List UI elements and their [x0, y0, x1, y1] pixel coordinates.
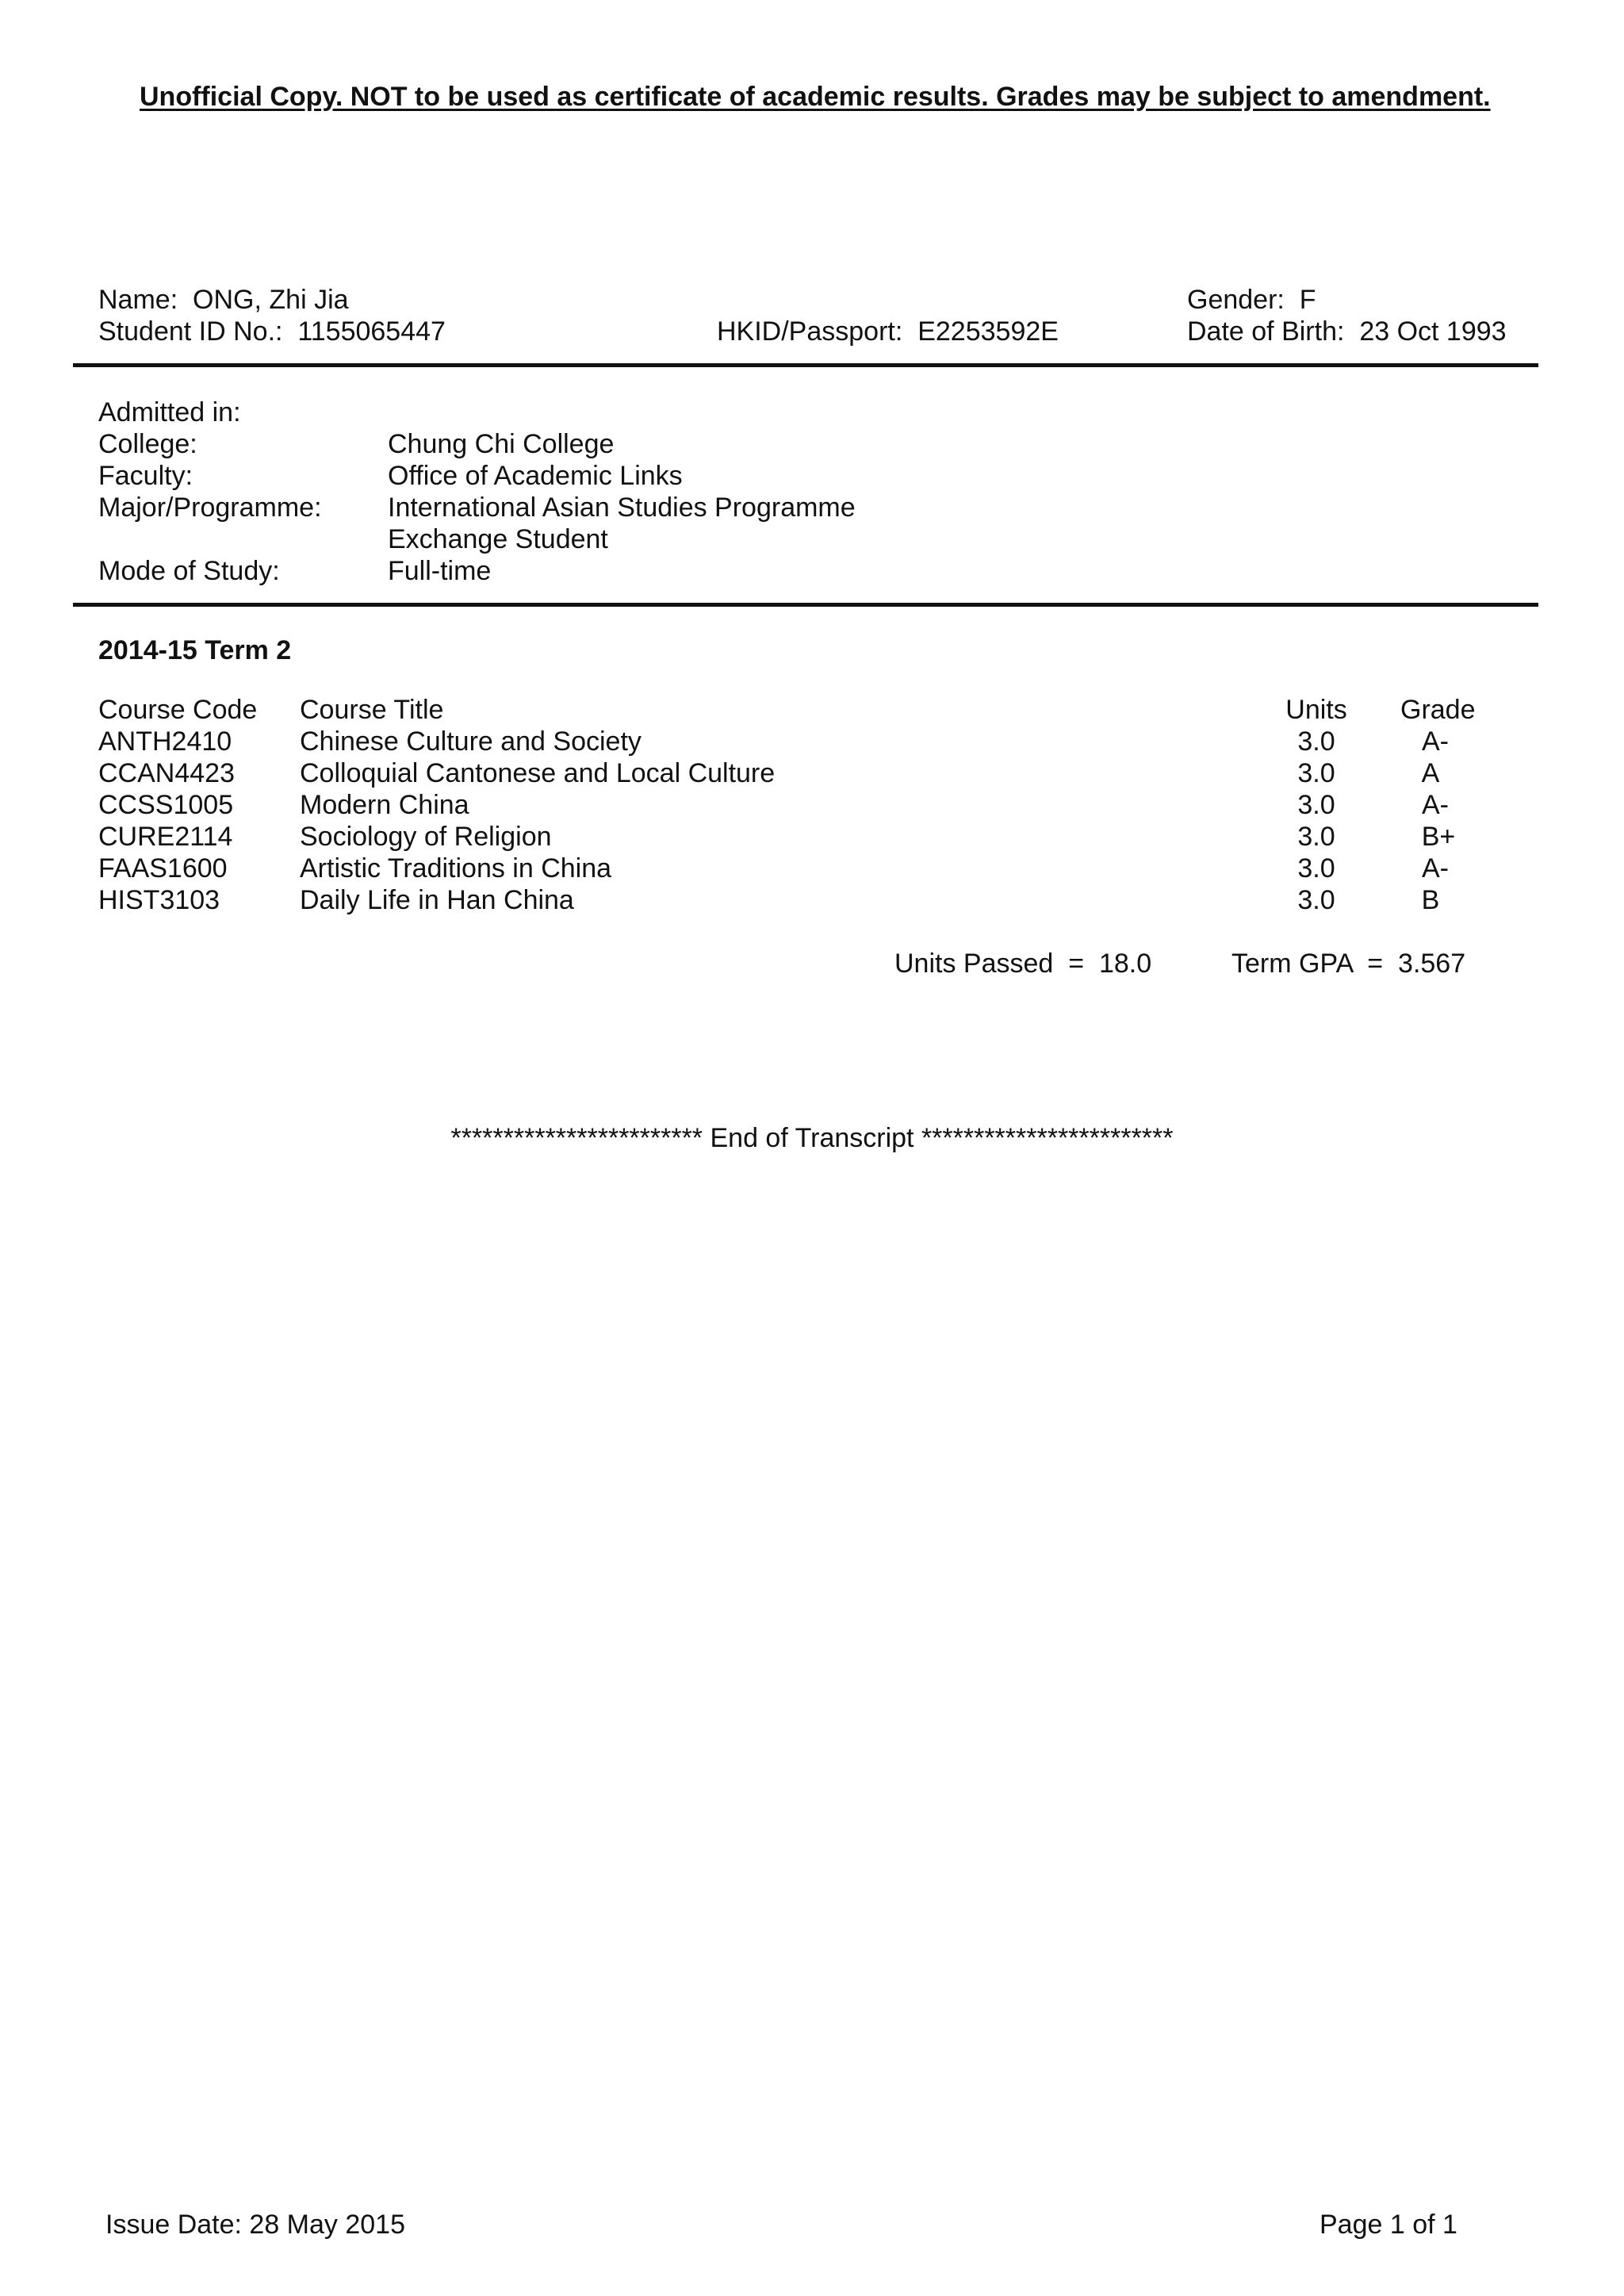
course-grade: A [1421, 758, 1440, 788]
major-value: International Asian Studies Programme [388, 493, 856, 523]
student-id-value: 1155065447 [297, 316, 446, 347]
term-gpa: Term GPA = 3.567 [1231, 949, 1466, 979]
page-number: Page 1 of 1 [1320, 2210, 1457, 2240]
student-id-field [98, 316, 446, 347]
course-code: CCAN4423 [98, 758, 235, 788]
course-table-header [0, 694, 1624, 726]
gender-value: F [1299, 285, 1316, 315]
end-of-transcript: ************************ End of Transcript ************************ [450, 1123, 1174, 1153]
mode-value: Full-time [388, 556, 492, 586]
table-row [0, 789, 1624, 821]
major-value-secondary: Exchange Student [388, 524, 608, 554]
course-title: Daily Life in Han China [300, 885, 574, 915]
header-course-code: Course Code [98, 695, 258, 725]
course-units: 3.0 [1297, 822, 1335, 852]
passport-field [717, 316, 1059, 347]
course-title: Sociology of Religion [300, 822, 552, 852]
name-field [98, 284, 349, 316]
dob-value: 23 Oct 1993 [1359, 316, 1507, 347]
units-passed: Units Passed = 18.0 [894, 949, 1152, 979]
course-units: 3.0 [1297, 758, 1335, 788]
section-divider-top [73, 363, 1538, 367]
name-label: Name: [98, 285, 178, 315]
faculty-label: Faculty: [98, 461, 193, 491]
passport-label: HKID/Passport: [717, 316, 903, 347]
course-code: FAAS1600 [98, 853, 228, 884]
course-title: Colloquial Cantonese and Local Culture [300, 758, 776, 788]
course-title: Artistic Traditions in China [300, 853, 612, 884]
header-units: Units [1285, 695, 1347, 725]
course-grade: A- [1422, 790, 1449, 820]
dob-label: Date of Birth: [1187, 316, 1345, 347]
course-grade: A- [1422, 853, 1449, 884]
table-row [0, 726, 1624, 757]
table-row [0, 821, 1624, 853]
course-units: 3.0 [1297, 726, 1335, 757]
college-label: College: [98, 429, 197, 459]
course-units: 3.0 [1297, 790, 1335, 820]
faculty-value: Office of Academic Links [388, 461, 683, 491]
course-units: 3.0 [1297, 853, 1335, 884]
table-row [0, 884, 1624, 916]
course-title: Modern China [300, 790, 469, 820]
disclaimer-heading: Unofficial Copy. NOT to be used as certificate of academic results. Grades may be subject to amendment. [140, 82, 1491, 112]
course-code: HIST3103 [98, 885, 220, 915]
term-title: 2014-15 Term 2 [98, 635, 292, 665]
major-label: Major/Programme: [98, 493, 322, 523]
course-grade: B+ [1421, 822, 1456, 852]
name-value: ONG, Zhi Jia [193, 285, 349, 315]
gender-label: Gender: [1187, 285, 1285, 315]
header-grade: Grade [1400, 695, 1476, 725]
course-code: ANTH2410 [98, 726, 232, 757]
course-code: CURE2114 [98, 822, 233, 852]
issue-date: Issue Date: 28 May 2015 [105, 2210, 406, 2240]
gender-field [1187, 284, 1316, 316]
course-units: 3.0 [1297, 885, 1335, 915]
college-value: Chung Chi College [388, 429, 615, 459]
table-row [0, 757, 1624, 789]
section-divider-bottom [73, 603, 1538, 607]
course-grade: B [1421, 885, 1440, 915]
course-grade: A- [1422, 726, 1449, 757]
student-id-label: Student ID No.: [98, 316, 283, 347]
header-course-title: Course Title [300, 695, 444, 725]
mode-label: Mode of Study: [98, 556, 280, 586]
course-title: Chinese Culture and Society [300, 726, 642, 757]
passport-value: E2253592E [917, 316, 1059, 347]
table-row [0, 853, 1624, 884]
course-code: CCSS1005 [98, 790, 234, 820]
dob-field [1187, 316, 1507, 347]
admitted-heading: Admitted in: [98, 397, 241, 427]
